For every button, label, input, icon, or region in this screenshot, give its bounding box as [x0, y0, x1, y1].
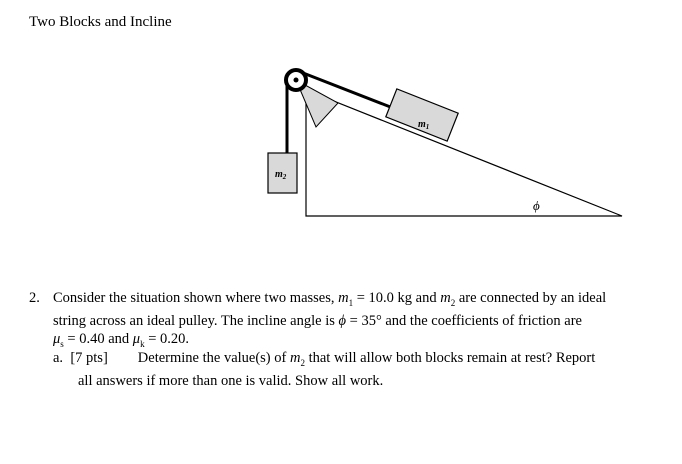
part-a-letter: a. — [53, 350, 64, 366]
part-a-line-1: a. [7 pts] Determine the value(s) of $m_2$ that will allow both blocks remain at rest? Report — [53, 350, 596, 368]
problem-line-3: $\mu_s = 0.40$ and $\mu_k = 0.20$. — [53, 330, 190, 349]
part-a-line-2: all answers if more than one is valid. Show all work. — [78, 372, 384, 389]
part-a-points: [7 pts] — [70, 350, 108, 366]
problem-text — [53, 289, 629, 353]
problem-statement — [29, 289, 629, 353]
problem-number: 2. — [29, 290, 40, 306]
angle-label: ϕ — [533, 198, 540, 213]
page-title: Two Blocks and Incline — [29, 14, 172, 30]
block-2-label: $m_2$ — [275, 169, 287, 181]
problem-line-2: string across an ideal pulley. The incline angle is ϕ = 35° and the coefficients of friction are — [53, 312, 582, 329]
incline-triangle — [306, 90, 622, 216]
block-1-label: $m_1$ — [418, 119, 430, 131]
part-a — [53, 349, 633, 390]
problem-line-1: Consider the situation shown where two masses, $m_1 = 10.0$ kg and $m_2$ are connected by an ideal — [53, 290, 607, 308]
pulley-axle — [294, 78, 299, 83]
